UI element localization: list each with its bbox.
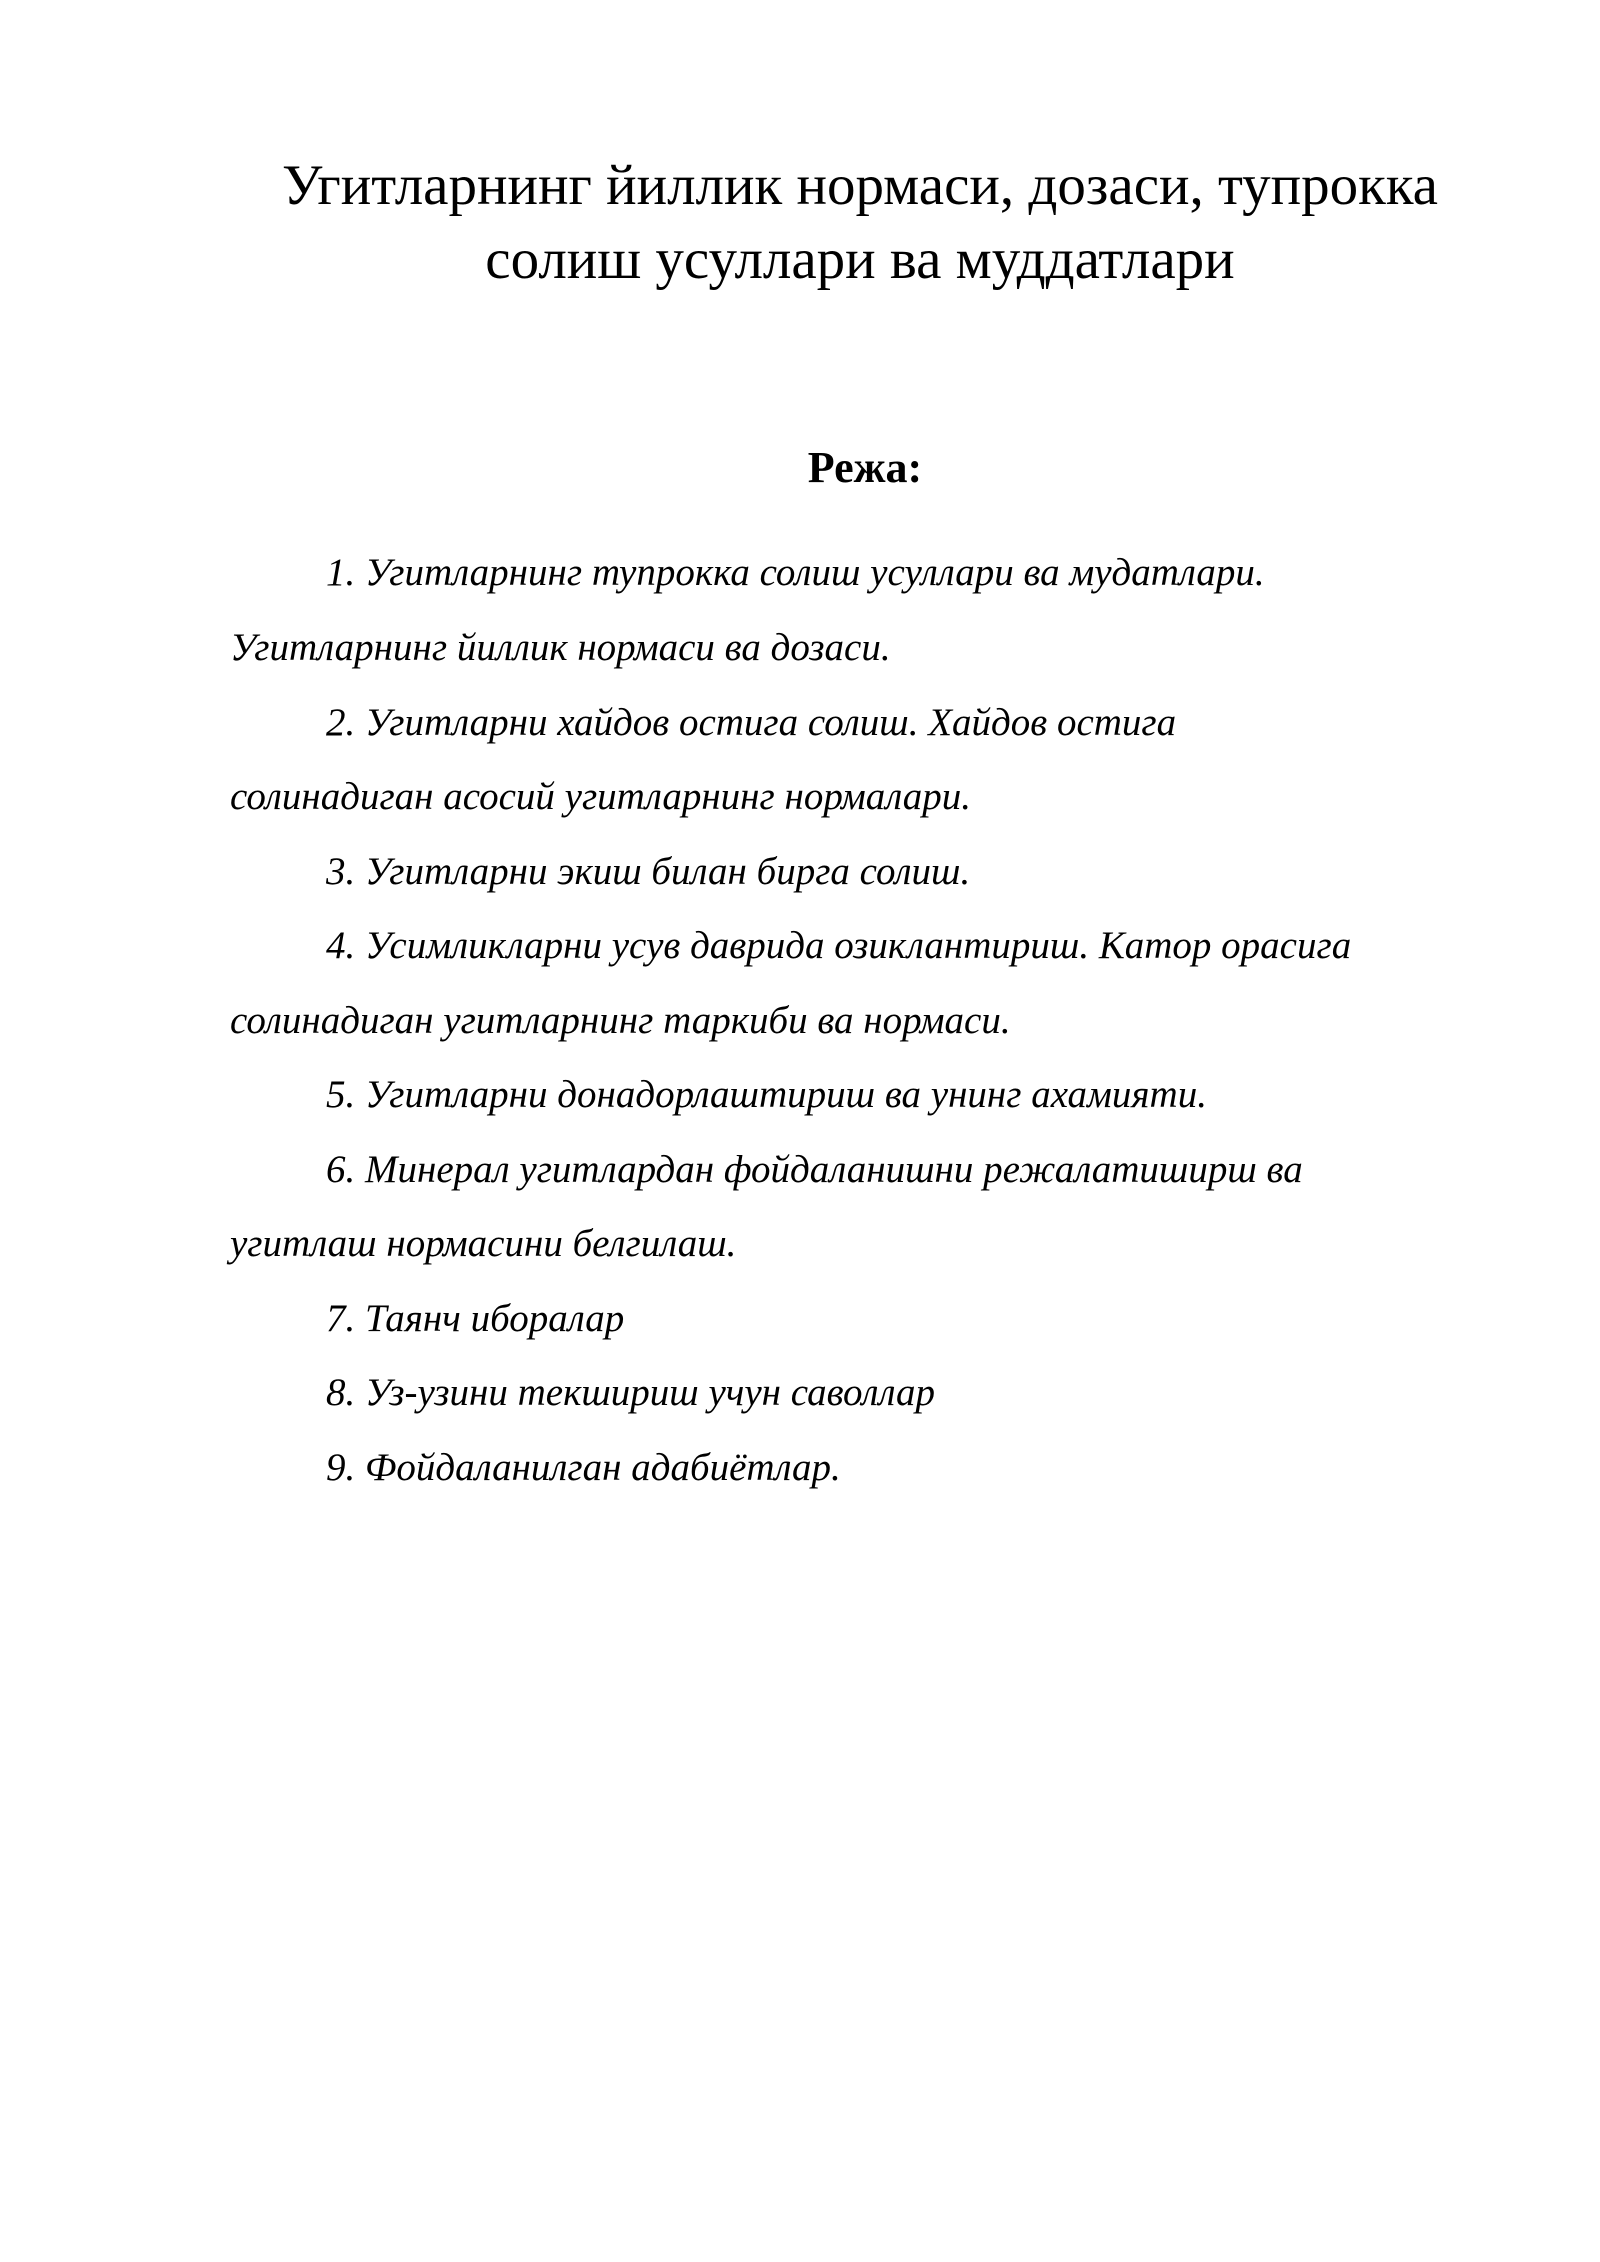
plan-item-8-line-1: 8. Уз-узини текшириш учун саволлар [326,1371,936,1414]
plan-item-4-line-2: солинадиган угитларнинг таркиби ва нормаси. [230,999,1011,1042]
plan-item-6-line-1: 6. Минерал угитлардан фойдаланишни режалатиширш ва [326,1148,1303,1191]
plan-item-6-line-2: угитлаш нормасини белгилаш. [230,1222,737,1265]
document-title-line-1: Угитларнинг йиллик нормаси, дозаси, тупрокка [282,154,1438,217]
plan-item-2-line-1: 2. Угитларни хайдов остига солиш. Хайдов остига [326,701,1177,744]
plan-item-2-line-2: солинадиган асосий угитларнинг нормалари. [230,775,972,818]
plan-item-9-line-1: 9. Фойдаланилган адабиётлар. [326,1446,841,1489]
plan-heading: Режа: [807,443,923,492]
plan-item-1-line-2: Угитларнинг йиллик нормаси ва дозаси. [230,626,891,669]
plan-item-4-line-1: 4. Усимликларни усув даврида озиклантириш. Катор орасига [326,924,1352,967]
plan-item-3-line-1: 3. Угитларни экиш билан бирга солиш. [326,850,971,893]
document-title-line-2: солиш усуллари ва муддатлари [485,228,1235,291]
plan-item-7-line-1: 7. Таянч иборалар [326,1297,625,1340]
plan-item-5-line-1: 5. Угитларни донадорлаштириш ва унинг ахамияти. [326,1073,1207,1116]
plan-item-1-line-1: 1. Угитларнинг тупрокка солиш усуллари ва мудатлари. [326,551,1265,594]
